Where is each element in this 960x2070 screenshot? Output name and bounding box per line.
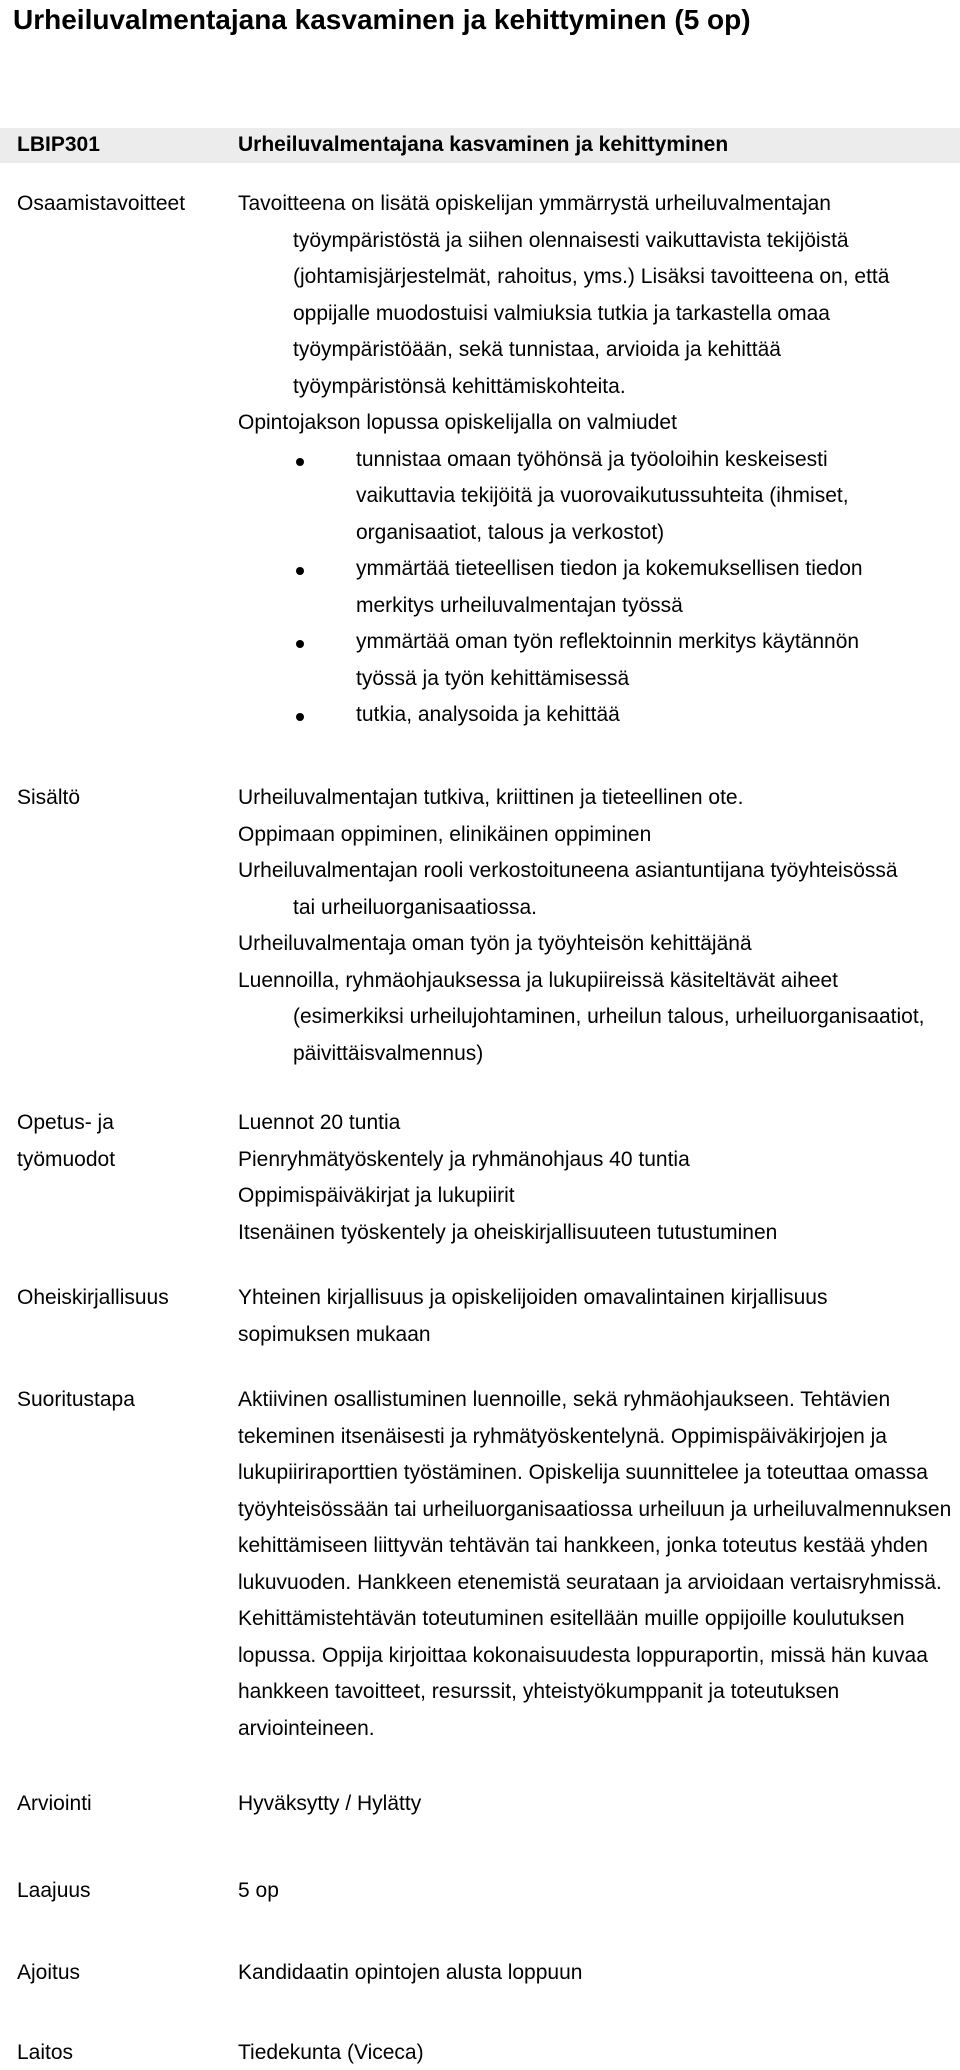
bullet-line: tunnistaa omaan työhönsä ja työoloihin keskeisesti — [356, 447, 828, 471]
faculty-label: Laitos — [17, 2041, 74, 2064]
content-item: Oppimaan oppiminen, elinikäinen oppiminen — [238, 822, 652, 846]
bullet-dot-icon — [296, 458, 304, 466]
bullet-line: merkitys urheiluvalmentajan työssä — [356, 593, 683, 617]
objective-bullet-item — [296, 624, 953, 697]
completion-label: Suoritustapa — [17, 1388, 135, 1411]
scope-text: 5 op — [238, 1879, 279, 1902]
content-item: Luennoilla, ryhmäohjauksessa ja lukupiireissä käsiteltävät aiheet (esimerkiksi urheilujohtaminen, urheilun talous, urheiluorganisaatiot, päivittäisvalmennus) — [238, 968, 925, 1065]
objective-bullet-item — [296, 697, 953, 734]
bullet-dot-icon — [296, 567, 304, 575]
bullet-line: ymmärtää oman työn reflektoinnin merkitys käytännön — [356, 630, 860, 653]
objectives-intro-line: työympäristöstä ja siihen olennaisesti vaikuttavista tekijöistä — [293, 228, 849, 252]
scope-label: Laajuus — [17, 1879, 91, 1902]
methods-item: Oppimispäiväkirjat ja lukupiirit — [238, 1184, 515, 1207]
bullet-line: ymmärtää tieteellisen tiedon ja kokemuksellisen tiedon — [356, 557, 863, 580]
course-code: LBIP301 — [17, 133, 100, 156]
methods-label-line: työmuodot — [17, 1147, 116, 1171]
objectives-intro-continuation — [238, 223, 953, 406]
objectives-section — [238, 186, 953, 734]
bullet-line: työssä ja työn kehittämisessä — [356, 666, 630, 690]
bullet-line: tutkia, analysoida ja kehittää — [356, 703, 620, 726]
completion-text: Aktiivinen osallistuminen luennoille, sekä ryhmäohjaukseen. Tehtävien tekeminen itsenäisesti ja ryhmätyöskentelynä. Oppimispäiväkirjojen ja lukupiiriraporttien työstäminen. Opiskelija suunnittelee ja toteuttaa omassa työyhteisössään tai urheiluorganisaatiossa urheiluun ja urheiluvalmennuksen kehittämiseen liittyvän tehtävän tai hankkeen, jonka toteutus kestää yhden lukuvuoden. Hankkeen etenemistä seurataan ja arvioidaan vertaisryhmissä. Kehittämistehtävän toteutuminen esitellään muille oppijoille koulutuksen lopussa. Oppija kirjoittaa kokonaisuudesta loppuraportin, missä hän kuvaa hankkeen tavoitteet, resurssit, yhteistyökumppanit ja toteutuksen arviointeineen. — [238, 1388, 952, 1740]
content-item: Urheiluvalmentajan rooli verkostoituneena asiantuntijana työyhteisössä tai urheiluorganisaatiossa. — [238, 859, 898, 919]
methods-item: Pienryhmätyöskentely ja ryhmänohjaus 40 tuntia — [238, 1147, 690, 1171]
timing-label: Ajoitus — [17, 1961, 81, 1984]
bullet-dot-icon — [296, 640, 304, 648]
content-item: Urheiluvalmentajan tutkiva, kriittinen ja tieteellinen ote. — [238, 786, 744, 809]
content-section — [238, 780, 953, 1072]
objectives-intro-line: Tavoitteena on lisätä opiskelijan ymmärrystä urheiluvalmentajan — [238, 192, 831, 215]
timing-text: Kandidaatin opintojen alusta loppuun — [238, 1961, 583, 1984]
assessment-text: Hyväksytty / Hylätty — [238, 1792, 422, 1815]
literature-label: Oheiskirjallisuus — [17, 1286, 169, 1309]
bullet-line: vaikuttavia tekijöitä ja vuorovaikutussuhteita (ihmiset, — [356, 484, 849, 507]
faculty-text: Tiedekunta (Viceca) — [238, 2041, 424, 2064]
methods-label — [17, 1105, 227, 1178]
objectives-bullet-list — [296, 442, 953, 734]
bullet-dot-icon — [296, 713, 304, 721]
bullet-line: organisaatiot, talous ja verkostot) — [356, 520, 665, 544]
methods-item: Itsenäinen työskentely ja oheiskirjallisuuteen tutustuminen — [238, 1220, 778, 1244]
objective-bullet-item — [296, 551, 953, 624]
objectives-label: Osaamistavoitteet — [17, 192, 186, 215]
methods-item: Luennot 20 tuntia — [238, 1111, 401, 1134]
objectives-intro-line: työympäristöään, sekä tunnistaa, arvioida ja kehittää — [293, 338, 781, 361]
literature-text: Yhteinen kirjallisuus ja opiskelijoiden omavalintainen kirjallisuus sopimuksen mukaan — [238, 1286, 828, 1346]
objectives-lead: Opintojakson lopussa opiskelijalla on valmiudet — [238, 411, 677, 434]
objectives-intro-line: (johtamisjärjestelmät, rahoitus, yms.) Lisäksi tavoitteena on, että — [293, 265, 890, 288]
methods-label-line: Opetus- ja — [17, 1111, 114, 1134]
content-item: Urheiluvalmentaja oman työn ja työyhteisön kehittäjänä — [238, 932, 752, 955]
objective-bullet-item — [296, 442, 953, 552]
objectives-intro-line: työympäristönsä kehittämiskohteita. — [293, 374, 626, 398]
objectives-intro-line: oppijalle muodostuisi valmiuksia tutkia ja tarkastella omaa — [293, 301, 830, 325]
content-label: Sisältö — [17, 786, 81, 809]
methods-section — [238, 1105, 953, 1251]
course-name: Urheiluvalmentajana kasvaminen ja kehittyminen — [238, 133, 729, 156]
page-title: Urheiluvalmentajana kasvaminen ja kehittyminen (5 op) — [13, 4, 751, 35]
assessment-label: Arviointi — [17, 1792, 92, 1815]
